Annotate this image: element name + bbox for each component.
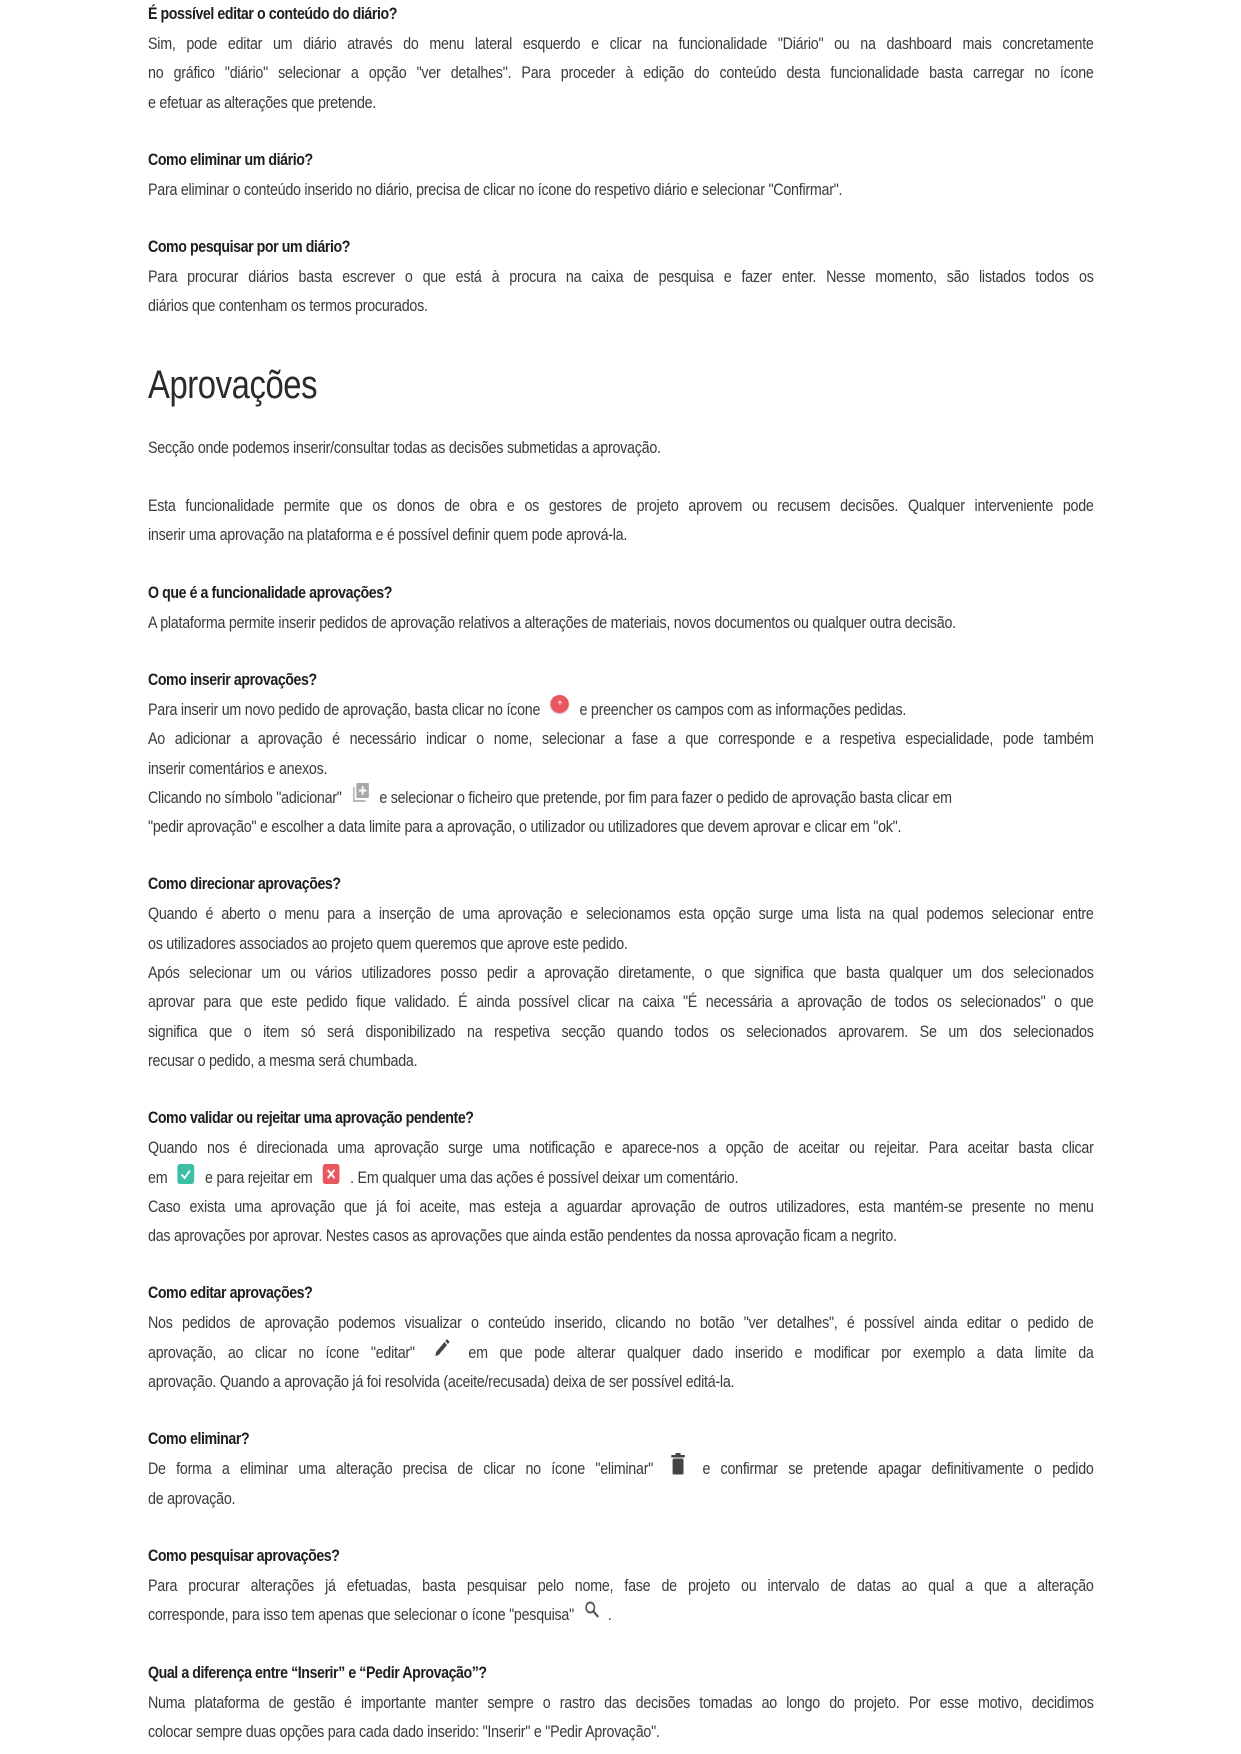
faq-aprovacoes-validate [148,1104,1094,1250]
section-title: Aprovações [148,362,318,407]
answer-line: Ao adicionar a aprovação é necessário indicar o nome, selecionar a fase a que corresponde e a respetiva especialidade, pode também [148,729,1094,749]
answer-text: e para rejeitar em [205,1167,313,1187]
answer-text: em que pode alterar qualquer dado inserido e modificar por exemplo a data limite da [468,1342,1094,1362]
answer-text: De forma a eliminar uma alteração precisa de clicar no ícone "eliminar" [148,1459,654,1479]
answer-line: inserir comentários e anexos. [148,758,328,778]
answer-line: "pedir aprovação" e escolher a data limite para a aprovação, o utilizador ou utilizadores que devem aprovar e clicar em "ok". [148,817,902,837]
add-circle-icon: + [551,695,569,713]
faq-question: Como validar ou rejeitar uma aprovação pendente? [148,1109,474,1128]
answer-text: . [607,1605,612,1625]
description-line: Esta funcionalidade permite que os donos de obra e os gestores de projeto aprovem ou recusem decisões. Qualquer interveniente pode [148,496,1094,516]
answer-line: recusar o pedido, a mesma será chumbada. [148,1050,418,1070]
answer-line: Sim, pode editar um diário através do menu lateral esquerdo e clicar na funcionalidade "Diário" ou na dashboard mais concretamente [148,34,1094,53]
answer-line: das aprovações por aprovar. Nestes casos as aprovações que ainda estão pendentes da nossa aprovação ficam a negrito. [148,1226,897,1246]
faq-answer [148,1571,1094,1630]
answer-line: A plataforma permite inserir pedidos de aprovação relativos a alterações de materiais, novos documentos ou qualquer outra decisão. [148,612,956,632]
faq-aprovacoes-insert [148,666,1094,841]
faq-answer [148,1454,1094,1513]
answer-line: Numa plataforma de gestão é importante manter sempre o rastro das decisões tomadas ao longo do projeto. Por esse motivo, decidimos [148,1692,1094,1712]
answer-line: Quando nos é direcionada uma aprovação surge uma notificação e aparece-nos a opção de aceitar ou rejeitar. Para aceitar basta clicar [148,1138,1094,1158]
answer-line: significa que o item só será disponibilizado na respetiva secção quando todos os selecionados aprovarem. Se um dos selecionados [148,1021,1094,1041]
answer-line: Para procurar diários basta escrever o que está à procura na caixa de pesquisa e fazer enter. Nesse momento, são listados todos os [148,267,1094,287]
faq-aprovacoes-edit [148,1279,1094,1396]
answer-text: e confirmar se pretende apagar definitivamente o pedido [702,1459,1094,1479]
answer-line: Nos pedidos de aprovação podemos visualizar o conteúdo inserido, clicando no botão "ver detalhes", é possível ainda editar o pedido de [148,1313,1094,1333]
faq-answer [148,262,1094,321]
faq-diario-search [148,233,1094,321]
check-box-icon [178,1164,195,1184]
faq-diario-delete [148,146,1094,204]
answer-line: Quando é aberto o menu para a inserção de uma aprovação e selecionamos esta opção surge uma lista na qual podemos selecionar entre [148,904,1094,924]
answer-line: Para eliminar o conteúdo inserido no diário, precisa de clicar no ícone do respetivo diário e selecionar "Confirmar". [148,179,843,199]
faq-answer [148,175,1094,204]
answer-line [148,1163,1094,1192]
answer-line [148,783,1094,812]
answer-line [148,1600,1094,1629]
document-page [148,0,1094,1746]
answer-line: aprovação. Quando a aprovação já foi resolvida (aceite/recusada) deixa de ser possível editá-la. [148,1372,735,1392]
faq-answer [148,1308,1094,1396]
close-box-icon [323,1164,340,1184]
faq-answer [148,1133,1094,1250]
faq-answer [148,899,1094,1075]
faq-aprovacoes-direct [148,870,1094,1075]
answer-line: os utilizadores associados ao projeto quem queremos que aprove este pedido. [148,933,628,953]
faq-question: Qual a diferença entre “Inserir” e “Pedir Aprovação”? [148,1663,487,1682]
answer-text: e selecionar o ficheiro que pretende, por fim para fazer o pedido de aprovação basta clicar em [379,787,952,807]
faq-answer [148,695,1094,841]
answer-line [148,695,1094,724]
faq-question: Como pesquisar por um diário? [148,238,350,257]
faq-answer [148,608,1094,637]
pencil-icon [433,1338,450,1358]
answer-text: Para inserir um novo pedido de aprovação, basta clicar no ícone [148,699,541,719]
faq-question: Como direcionar aprovações? [148,875,341,894]
faq-question: Como pesquisar aprovações? [148,1546,340,1565]
faq-answer [148,29,1094,117]
description-line: inserir uma aprovação na plataforma e é possível definir quem pode aprová-la. [148,525,628,545]
answer-line: Para procurar alterações já efetuadas, basta pesquisar pelo nome, fase de projeto ou intervalo de datas ao qual a que a alteração [148,1575,1094,1595]
answer-text: e preencher os campos com as informações pedidas. [579,699,907,719]
faq-aprovacoes-delete [148,1425,1094,1513]
faq-diario-edit [148,0,1094,117]
trash-icon [670,1453,685,1475]
faq-aprovacoes-what [148,579,1094,637]
answer-line: e efetuar as alterações que pretende. [148,92,377,112]
search-icon [584,1600,601,1620]
faq-aprovacoes-search [148,1542,1094,1630]
faq-question: É possível editar o conteúdo do diário? [148,5,397,23]
faq-question: Como editar aprovações? [148,1284,313,1303]
answer-line: colocar sempre duas opções para cada dado inserido: "Inserir" e "Pedir Aprovação". [148,1721,660,1741]
faq-question: Como eliminar um diário? [148,150,313,169]
answer-line: diários que contenham os termos procurados. [148,296,428,316]
answer-line [148,1454,1094,1483]
intro-line: Secção onde podemos inserir/consultar todas as decisões submetidas a aprovação. [148,437,661,457]
faq-answer [148,1688,1094,1747]
answer-text: corresponde, para isso tem apenas que selecionar o ícone "pesquisa" [148,1605,574,1625]
answer-line: no gráfico "diário" selecionar a opção "ver detalhes". Para proceder à edição do conteúdo desta funcionalidade basta carregar no ícone [148,63,1094,83]
faq-aprovacoes-difference [148,1659,1094,1747]
section-intro [148,433,1094,462]
answer-line: aprovar para que este pedido fique validado. É ainda possível clicar na caixa "É necessária a aprovação de todos os selecionados" o que [148,992,1094,1012]
faq-question: Como inserir aprovações? [148,670,317,689]
answer-text: aprovação, ao clicar no ícone "editar" [148,1342,415,1362]
answer-line: Caso exista uma aprovação que já foi aceite, mas esteja a aguardar aprovação de outros utilizadores, esta mantém-se presente no menu [148,1196,1094,1216]
section-description [148,491,1094,550]
library-add-icon [352,783,369,803]
answer-text: Clicando no símbolo "adicionar" [148,787,342,807]
answer-text: . Em qualquer uma das ações é possível deixar um comentário. [350,1167,739,1187]
faq-question: Como eliminar? [148,1430,250,1449]
answer-line: Após selecionar um ou vários utilizadores posso pedir a aprovação diretamente, o que significa que basta qualquer um dos selecionados [148,963,1094,983]
answer-line [148,1338,1094,1367]
answer-text: em [148,1167,168,1187]
answer-line: de aprovação. [148,1488,236,1508]
faq-question: O que é a funcionalidade aprovações? [148,583,392,602]
